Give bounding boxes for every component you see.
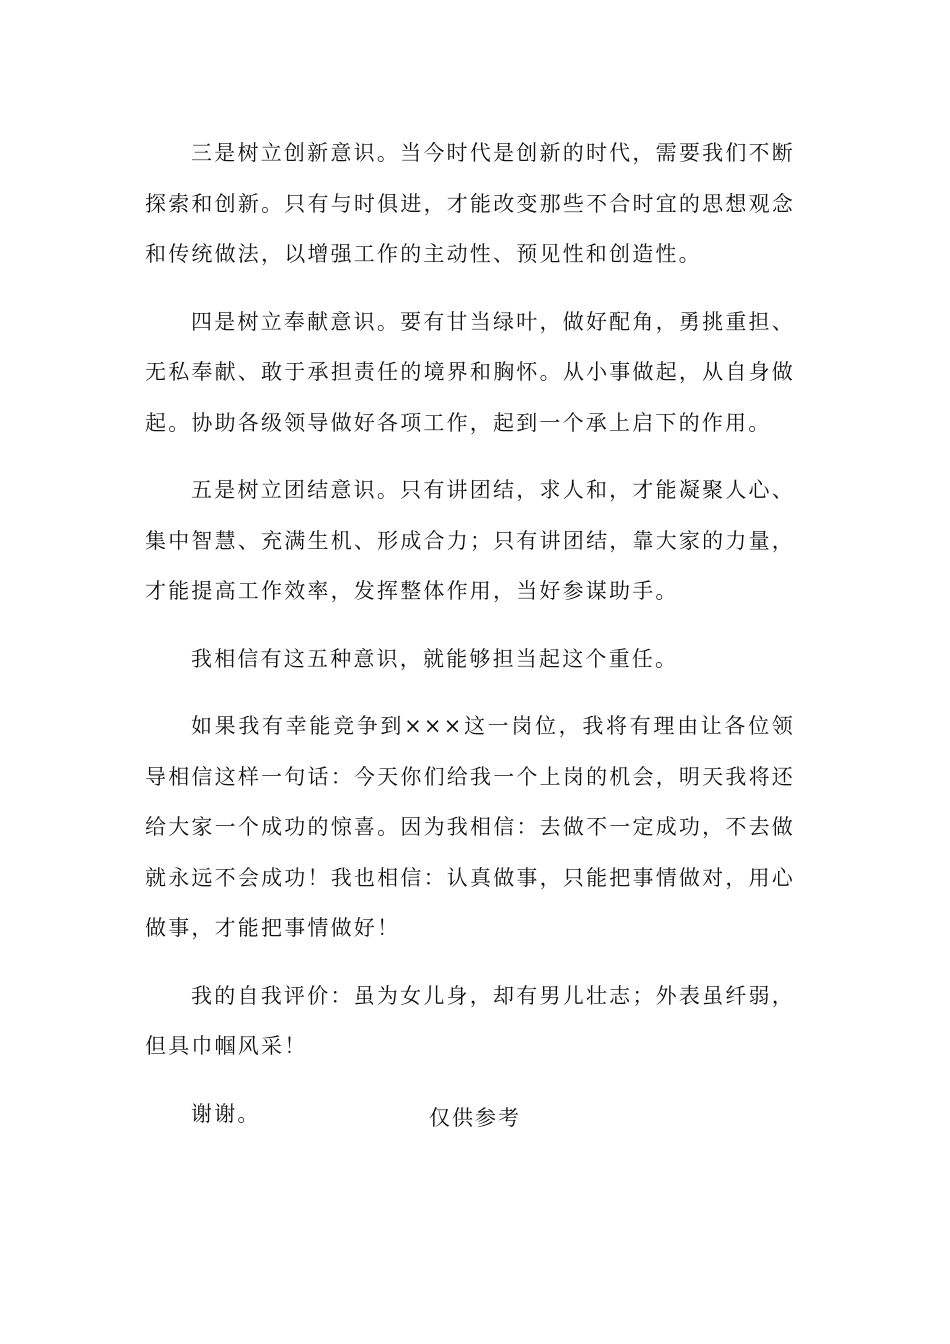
paragraph-self-evaluation: 我的自我评价：虽为女儿身，却有男儿壮志；外表虽纤弱，但具巾帼风采！ [145,983,795,1058]
paragraph-unity: 五是树立团结意识。只有讲团结，求人和，才能凝聚人心、集中智慧、充满生机、形成合力；只有讲团结，靠大家的力量，才能提高工作效率，发挥整体作用，当好参谋助手。 [145,478,795,603]
document-body [145,128,795,1156]
paragraph-confidence: 我相信有这五种意识，就能够担当起这个重任。 [191,646,679,671]
paragraph-thanks: 谢谢。 [191,1101,261,1126]
paragraph-innovation: 三是树立创新意识。当今时代是创新的时代，需要我们不断探索和创新。只有与时俱进，才能改变那些不合时宜的思想观念和传统做法，以增强工作的主动性、预见性和创造性。 [145,141,795,266]
reference-only-note: 仅供参考 [429,1106,521,1130]
paragraph-dedication: 四是树立奉献意识。要有甘当绿叶，做好配角，勇挑重担、无私奉献、敢于承担责任的境界和胸怀。从小事做起，从自身做起。协助各级领导做好各项工作，起到一个承上启下的作用。 [145,309,795,435]
paragraph-commitment: 如果我有幸能竞争到×××这一岗位，我将有理由让各位领导相信这样一句话：今天你们给我一个上岗的机会，明天我将还给大家一个成功的惊喜。因为我相信：去做不一定成功，不去做就永远不会成功！我也相信：认真做事，只能把事情做对，用心做事，才能把事情做好！ [145,714,795,940]
